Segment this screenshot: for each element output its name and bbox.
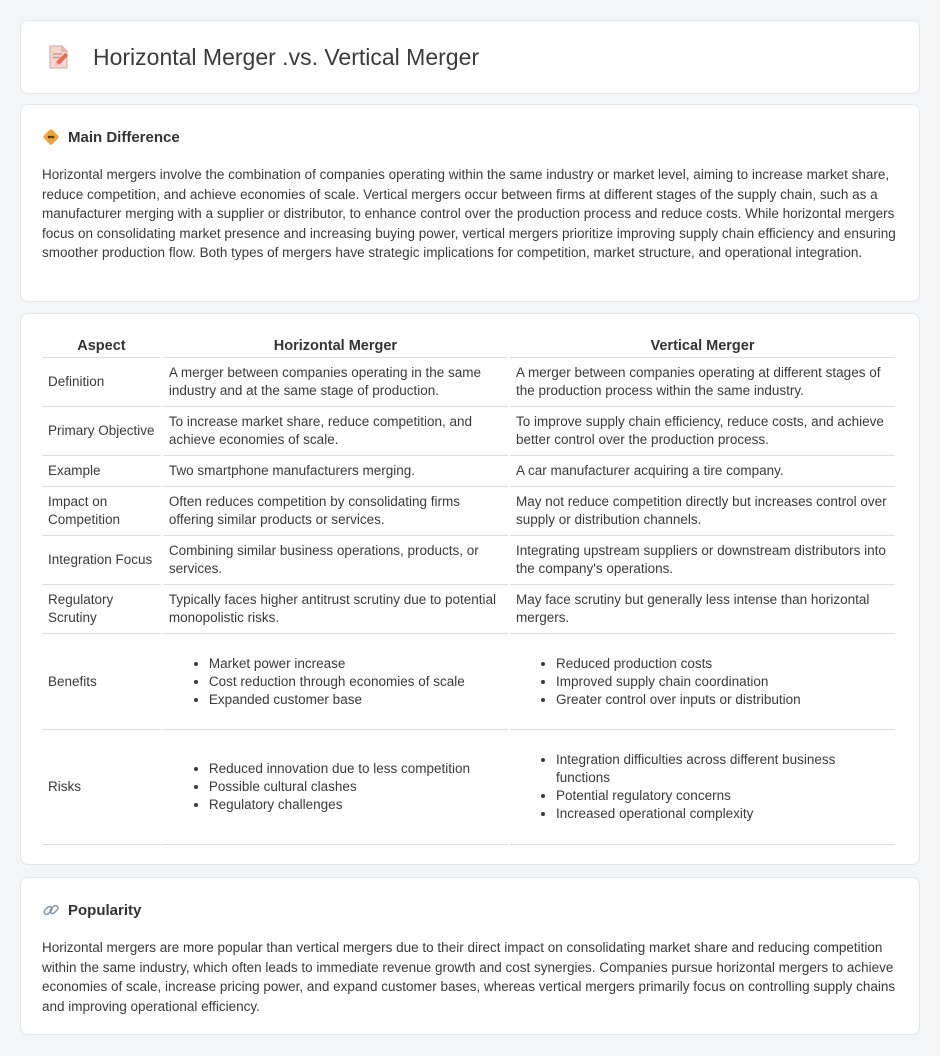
- popularity-heading: Popularity: [68, 901, 142, 919]
- cell-aspect: Regulatory Scrutiny: [42, 585, 161, 634]
- cell-vertical: May not reduce competition directly but increases control over supply or distribution channels.: [510, 487, 895, 536]
- header-aspect: Aspect: [42, 332, 161, 358]
- cell-horizontal: [163, 634, 508, 730]
- popularity-section: [20, 877, 920, 1035]
- cell-horizontal: Often reduces competition by consolidating firms offering similar products or services.: [163, 487, 508, 536]
- cell-vertical: [510, 634, 895, 730]
- table-row: [42, 730, 895, 845]
- list-item: • Regulatory challenges: [209, 796, 502, 814]
- cell-vertical: A car manufacturer acquiring a tire company.: [510, 456, 895, 487]
- cell-vertical: [510, 730, 895, 845]
- main-difference-section: [20, 104, 920, 302]
- cell-horizontal: Typically faces higher antitrust scrutiny due to potential monopolistic risks.: [163, 585, 508, 634]
- table-row: [42, 456, 895, 487]
- link-icon: [42, 901, 60, 919]
- header-horizontal: Horizontal Merger: [163, 332, 508, 358]
- list-item: • Increased operational complexity: [556, 805, 889, 823]
- cell-horizontal: [163, 730, 508, 845]
- document-pencil-icon: [45, 43, 73, 71]
- cell-horizontal: Combining similar business operations, products, or services.: [163, 536, 508, 585]
- benefits-horizontal-list: [169, 655, 502, 709]
- table-row: [42, 634, 895, 730]
- table-row: [42, 487, 895, 536]
- list-item: • Reduced production costs: [556, 655, 889, 673]
- table-row: [42, 536, 895, 585]
- table-row: [42, 585, 895, 634]
- table-row: [42, 407, 895, 456]
- cell-vertical: To improve supply chain efficiency, reduce costs, and achieve better control over the production process.: [510, 407, 895, 456]
- risks-vertical-list: [516, 751, 889, 823]
- diamond-arrows-icon: [42, 128, 60, 146]
- header-vertical: Vertical Merger: [510, 332, 895, 358]
- cell-aspect: Benefits: [42, 634, 161, 730]
- list-item: • Improved supply chain coordination: [556, 673, 889, 691]
- list-item: • Potential regulatory concerns: [556, 787, 889, 805]
- benefits-vertical-list: [516, 655, 889, 709]
- list-item: • Integration difficulties across different business functions: [556, 751, 889, 787]
- cell-horizontal: Two smartphone manufacturers merging.: [163, 456, 508, 487]
- list-item: • Possible cultural clashes: [209, 778, 502, 796]
- cell-vertical: May face scrutiny but generally less intense than horizontal mergers.: [510, 585, 895, 634]
- list-item: • Market power increase: [209, 655, 502, 673]
- list-item: • Cost reduction through economies of scale: [209, 673, 502, 691]
- cell-horizontal: A merger between companies operating in the same industry and at the same stage of production.: [163, 358, 508, 407]
- cell-aspect: Impact on Competition: [42, 487, 161, 536]
- popularity-text: Horizontal mergers are more popular than vertical mergers due to their direct impact on consolidating market share and reducing competition within the same industry, which often leads to immediate revenue growth and cost synergies. Companies pursue horizontal mergers to achieve economies of scale, increase pricing power, and expand customer bases, whereas vertical mergers primarily focus on controlling supply chains and improving operational efficiency.: [42, 940, 896, 1014]
- title-card: [20, 20, 920, 94]
- risks-horizontal-list: [169, 760, 502, 814]
- comparison-table-card: [20, 313, 920, 865]
- page-title: Horizontal Merger .vs. Vertical Merger: [93, 43, 480, 70]
- list-item: • Reduced innovation due to less competition: [209, 760, 502, 778]
- table-row: [42, 358, 895, 407]
- main-difference-heading: Main Difference: [68, 128, 180, 146]
- list-item: • Expanded customer base: [209, 691, 502, 709]
- cell-aspect: Primary Objective: [42, 407, 161, 456]
- cell-horizontal: To increase market share, reduce competition, and achieve economies of scale.: [163, 407, 508, 456]
- list-item: • Greater control over inputs or distribution: [556, 691, 889, 709]
- main-difference-text: Horizontal mergers involve the combination of companies operating within the same industry or market level, aiming to increase market share, reduce competition, and achieve economies of scale. Vertical mergers occur between firms at different stages of the supply chain, such as a manufacturer merging with a supplier or distributor, to enhance control over the production process and reduce costs. While horizontal mergers focus on consolidating market presence and increasing buying power, vertical mergers prioritize improving supply chain efficiency and ensuring smoother production flow. Both types of mergers have strategic implications for competition, market structure, and operational integration.: [42, 167, 896, 260]
- cell-aspect: Risks: [42, 730, 161, 845]
- comparison-table: [40, 332, 897, 845]
- cell-vertical: Integrating upstream suppliers or downstream distributors into the company's operations.: [510, 536, 895, 585]
- cell-vertical: A merger between companies operating at different stages of the production process within the same industry.: [510, 358, 895, 407]
- cell-aspect: Definition: [42, 358, 161, 407]
- cell-aspect: Integration Focus: [42, 536, 161, 585]
- cell-aspect: Example: [42, 456, 161, 487]
